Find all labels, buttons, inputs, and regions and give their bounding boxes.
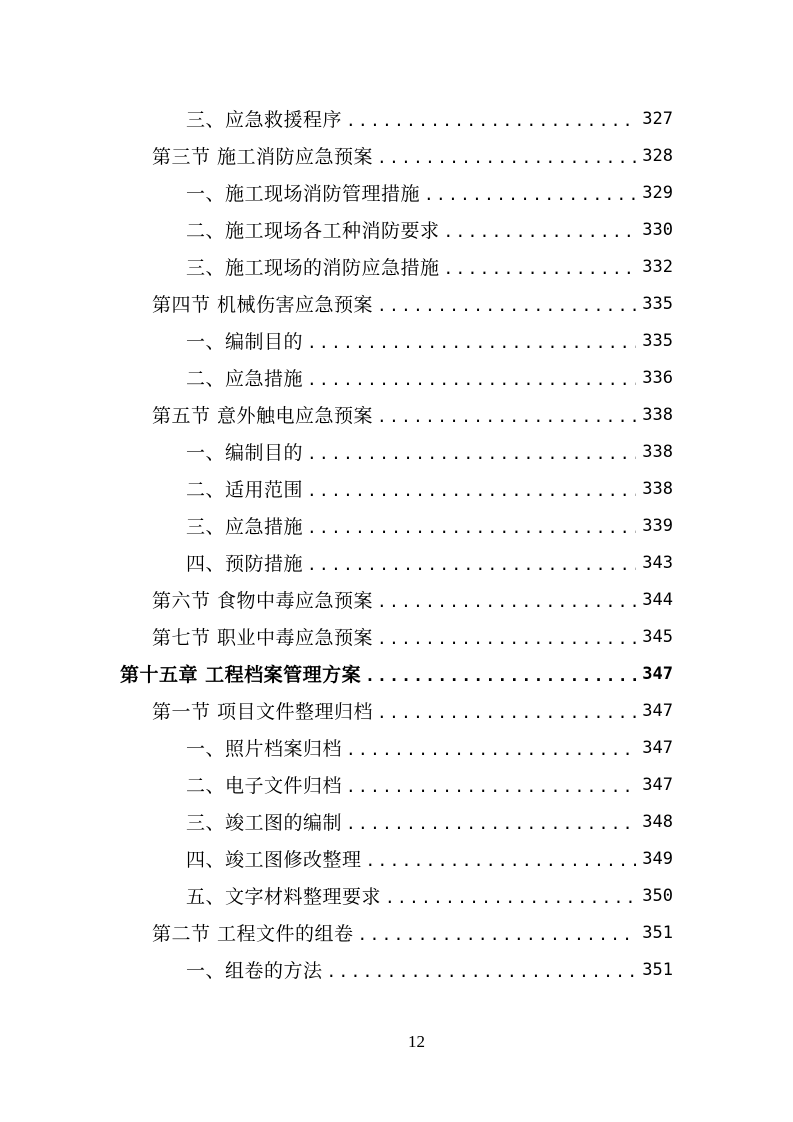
toc-entry-page: 345 — [642, 626, 673, 647]
toc-entry-title: 四、竣工图修改整理 — [186, 849, 362, 871]
toc-entry-title: 第四节 机械伤害应急预案 — [152, 294, 374, 316]
toc-entry[interactable] — [186, 951, 673, 988]
toc-dot-leader — [327, 964, 637, 980]
toc-entry[interactable] — [186, 507, 673, 544]
toc-dot-leader — [307, 372, 636, 388]
toc-dot-leader — [307, 335, 636, 351]
toc-dot-leader — [346, 779, 636, 795]
toc-entry-title: 第五节 意外触电应急预案 — [152, 405, 374, 427]
toc-entry[interactable] — [152, 396, 673, 433]
toc-entry-title: 第十五章 工程档案管理方案 — [120, 664, 362, 686]
toc-entry-page: 329 — [642, 182, 673, 203]
toc-dot-leader — [377, 298, 636, 314]
toc-entry[interactable] — [152, 285, 673, 322]
toc-entry-title: 一、编制目的 — [186, 331, 304, 353]
toc-entry-title: 第一节 项目文件整理归档 — [152, 701, 374, 723]
toc-entry[interactable] — [152, 914, 673, 951]
toc-dot-leader — [444, 261, 637, 277]
toc-entry[interactable] — [186, 840, 673, 877]
toc-entry-title: 三、竣工图的编制 — [186, 812, 343, 834]
toc-entry-title: 三、施工现场的消防应急措施 — [186, 257, 440, 279]
toc-entry[interactable] — [186, 248, 673, 285]
toc-dot-leader — [307, 557, 636, 573]
toc-entry[interactable] — [186, 470, 673, 507]
toc-entry-page: 347 — [642, 774, 673, 795]
page-number: 12 — [408, 1032, 425, 1051]
toc-dot-leader — [346, 742, 636, 758]
toc-entry[interactable] — [186, 766, 673, 803]
toc-dot-leader — [365, 668, 636, 684]
toc-dot-leader — [444, 224, 637, 240]
toc-dot-leader — [377, 409, 636, 425]
toc-dot-leader — [385, 890, 636, 906]
toc-entry-page: 351 — [642, 922, 673, 943]
toc-entry-page: 351 — [642, 959, 673, 980]
toc-entry-page: 328 — [642, 145, 673, 166]
toc-entry-page: 348 — [642, 811, 673, 832]
toc-entry-page: 338 — [642, 441, 673, 462]
toc-entry-title: 一、组卷的方法 — [186, 960, 323, 982]
toc-entry-page: 344 — [642, 589, 673, 610]
toc-entry[interactable] — [152, 692, 673, 729]
toc-dot-leader — [307, 483, 636, 499]
toc-entry-page: 335 — [642, 293, 673, 314]
toc-entry-title: 二、应急措施 — [186, 368, 304, 390]
toc-entry-title: 第二节 工程文件的组卷 — [152, 923, 354, 945]
toc-entry[interactable] — [152, 581, 673, 618]
toc-dot-leader — [366, 853, 637, 869]
toc-entry[interactable] — [186, 433, 673, 470]
toc-dot-leader — [377, 150, 636, 166]
toc-dot-leader — [358, 927, 637, 943]
toc-entry-page: 347 — [642, 737, 673, 758]
toc-chapter-entry[interactable] — [120, 655, 673, 692]
toc-entry-page: 335 — [642, 330, 673, 351]
toc-entry-page: 350 — [642, 885, 673, 906]
toc-entry-title: 二、适用范围 — [186, 479, 304, 501]
toc-entry-title: 一、施工现场消防管理措施 — [186, 183, 421, 205]
toc-entry-title: 二、施工现场各工种消防要求 — [186, 220, 440, 242]
toc-dot-leader — [346, 816, 636, 832]
toc-entry[interactable] — [152, 137, 673, 174]
toc-dot-leader — [424, 187, 636, 203]
toc-entry-title: 第七节 职业中毒应急预案 — [152, 627, 374, 649]
toc-entry-title: 一、照片档案归档 — [186, 738, 343, 760]
toc-entry-title: 三、应急救援程序 — [186, 109, 343, 131]
toc-dot-leader — [377, 705, 636, 721]
toc-entry[interactable] — [186, 174, 673, 211]
toc-entry[interactable] — [186, 803, 673, 840]
toc-entry-page: 338 — [642, 478, 673, 499]
toc-entry-page: 343 — [642, 552, 673, 573]
toc-dot-leader — [307, 446, 636, 462]
toc-entry[interactable] — [186, 359, 673, 396]
toc-entry-page: 339 — [642, 515, 673, 536]
toc-entry[interactable] — [186, 729, 673, 766]
toc-entry[interactable] — [186, 322, 673, 359]
toc-entry-page: 347 — [642, 663, 673, 684]
toc-entry-page: 330 — [642, 219, 673, 240]
toc-dot-leader — [377, 631, 636, 647]
toc-entry-page: 349 — [642, 848, 673, 869]
toc-dot-leader — [307, 520, 636, 536]
toc-entry-title: 四、预防措施 — [186, 553, 304, 575]
toc-entry-title: 第六节 食物中毒应急预案 — [152, 590, 374, 612]
toc-entry-title: 五、文字材料整理要求 — [186, 886, 382, 908]
toc-entry[interactable] — [186, 211, 673, 248]
toc-entry-page: 347 — [642, 700, 673, 721]
toc-entry[interactable] — [186, 544, 673, 581]
toc-dot-leader — [377, 594, 636, 610]
toc-entry[interactable] — [186, 100, 673, 137]
toc-entry[interactable] — [186, 877, 673, 914]
toc-entry-title: 三、应急措施 — [186, 516, 304, 538]
toc-entry[interactable] — [152, 618, 673, 655]
toc-entry-page: 338 — [642, 404, 673, 425]
toc-entry-title: 一、编制目的 — [186, 442, 304, 464]
toc-entry-page: 332 — [642, 256, 673, 277]
toc-entry-page: 327 — [642, 108, 673, 129]
toc-entry-page: 336 — [642, 367, 673, 388]
toc-dot-leader — [346, 113, 636, 129]
toc-entry-title: 二、电子文件归档 — [186, 775, 343, 797]
toc-entry-title: 第三节 施工消防应急预案 — [152, 146, 374, 168]
